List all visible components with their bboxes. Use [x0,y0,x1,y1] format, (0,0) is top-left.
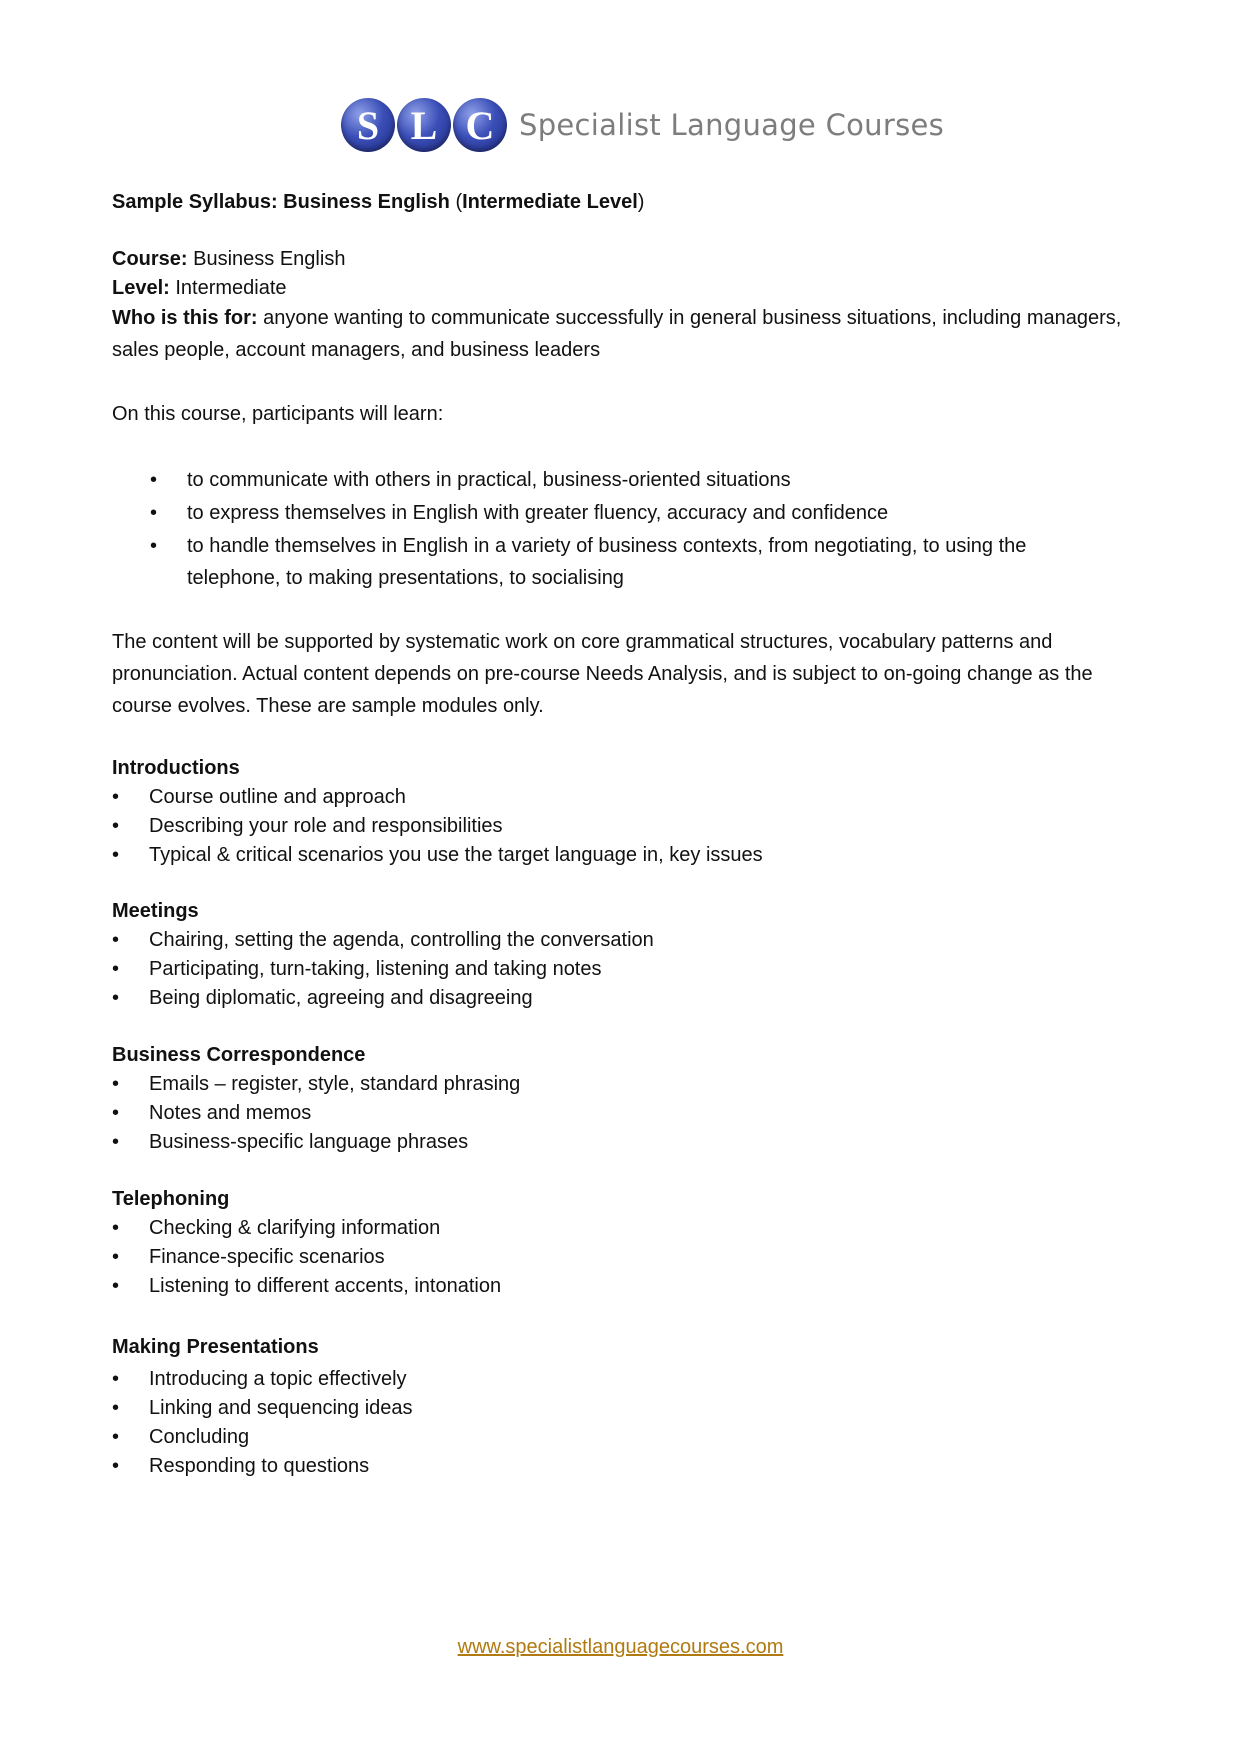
list-item [112,1394,1112,1423]
module-telephoning [112,1185,1112,1301]
list-item [112,1128,1112,1157]
list-item [112,1214,1112,1243]
audience-label: Who is this for: [112,307,258,329]
bullet-icon: • [112,987,120,1009]
bullet-icon: • [112,1455,120,1477]
learn-item-text: to communicate with others in practical, business-oriented situations [187,469,791,491]
support-paragraph: The content will be supported by systematic work on core grammatical structures, vocabulary patterns and pronunciation. Actual content depends on pre-course Needs Analysis, and is subject to on-going change as the course evolves. These are sample modules only. [112,631,1093,717]
level-line [112,274,1132,303]
bullet-icon: • [112,1102,120,1124]
bullet-icon: • [112,929,120,951]
bullet-icon: • [112,1426,120,1448]
module-item-text: Being diplomatic, agreeing and disagreeing [149,987,533,1009]
list-item [112,955,1112,984]
module-item-text: Concluding [149,1426,250,1448]
course-value: Business English [187,248,346,270]
module-item-text: Emails – register, style, standard phrasing [149,1073,521,1095]
bullet-icon: • [112,1275,120,1297]
module-items [112,1365,1112,1481]
list-item [150,530,1100,594]
module-meetings [112,897,1112,1013]
module-heading: Meetings [112,900,199,922]
list-item [112,1452,1112,1481]
bullet-icon: • [112,1131,120,1153]
title-level: Intermediate Level [462,191,638,213]
module-items [112,926,1112,1013]
title-close-paren: ) [637,191,645,213]
module-items [112,783,1112,870]
title-open-paren: ( [455,191,463,213]
course-line [112,245,1132,274]
module-item-text: Linking and sequencing ideas [149,1397,413,1419]
module-item-text: Finance-specific scenarios [149,1246,385,1268]
bullet-icon: • [150,502,158,524]
module-item-text: Business-specific language phrases [149,1131,469,1153]
list-item [112,1365,1112,1394]
module-business-correspondence [112,1041,1112,1157]
module-item-text: Responding to questions [149,1455,370,1477]
module-heading: Business Correspondence [112,1044,366,1066]
bullet-icon: • [150,535,158,557]
website-link[interactable]: www.specialistlanguagecourses.com [457,1636,784,1658]
module-item-text: Introducing a topic effectively [149,1368,407,1390]
level-value: Intermediate [169,276,287,299]
module-heading: Making Presentations [112,1336,319,1358]
bullet-icon: • [112,958,120,980]
slc-logo [341,96,944,154]
module-item-text: Describing your role and responsibilities [149,815,503,837]
logo-circle-s: S [341,98,395,152]
bullet-icon: • [112,1217,120,1239]
list-item [112,984,1112,1013]
bullet-icon: • [112,786,120,808]
title-main: Sample Syllabus: Business English [112,191,450,213]
list-item [150,497,1100,529]
module-making-presentations [112,1333,1112,1481]
module-item-text: Chairing, setting the agenda, controlling the conversation [149,929,654,951]
module-item-text: Typical & critical scenarios you use the target language in, key issues [149,844,763,866]
module-item-text: Listening to different accents, intonation [149,1275,502,1297]
bullet-icon: • [112,844,120,866]
module-item-text: Course outline and approach [149,786,406,808]
audience-value: anyone wanting to communicate successfully in general business situations, including managers, sales people, account managers, and business leaders [112,307,1122,361]
bullet-icon: • [112,1368,120,1390]
list-item [112,1423,1112,1452]
list-item [112,1099,1112,1128]
module-introductions [112,754,1112,870]
audience-line [112,302,1132,366]
list-item [112,783,1112,812]
module-item-text: Notes and memos [149,1102,312,1124]
logo-name: Specialist Language Courses [519,108,945,142]
bullet-icon: • [112,1073,120,1095]
bullet-icon: • [150,469,158,491]
module-item-text: Checking & clarifying information [149,1217,441,1239]
bullet-icon: • [112,1397,120,1419]
learn-item-text: to handle themselves in English in a variety of business contexts, from negotiating, to using the telephone, to making presentations, to socialising [187,535,1027,589]
list-item [112,841,1112,870]
logo-circle-c: C [453,98,507,152]
learn-item-text: to express themselves in English with greater fluency, accuracy and confidence [187,502,889,524]
module-items [112,1070,1112,1157]
logo-circle-l: L [397,98,451,152]
module-items [112,1214,1112,1301]
bullet-icon: • [112,1246,120,1268]
list-item [112,1070,1112,1099]
list-item [112,1272,1112,1301]
list-item [150,464,1100,496]
module-item-text: Participating, turn-taking, listening and taking notes [149,958,602,980]
learn-intro: On this course, participants will learn: [112,403,444,425]
list-item [112,926,1112,955]
document-title [112,186,1132,218]
course-label: Course: [112,248,188,270]
list-item [112,812,1112,841]
level-label: Level: [112,276,170,299]
learning-outcomes-list [150,464,1100,595]
module-heading: Introductions [112,757,240,779]
bullet-icon: • [112,815,120,837]
course-meta [112,245,1132,366]
list-item [112,1243,1112,1272]
module-heading: Telephoning [112,1188,230,1210]
